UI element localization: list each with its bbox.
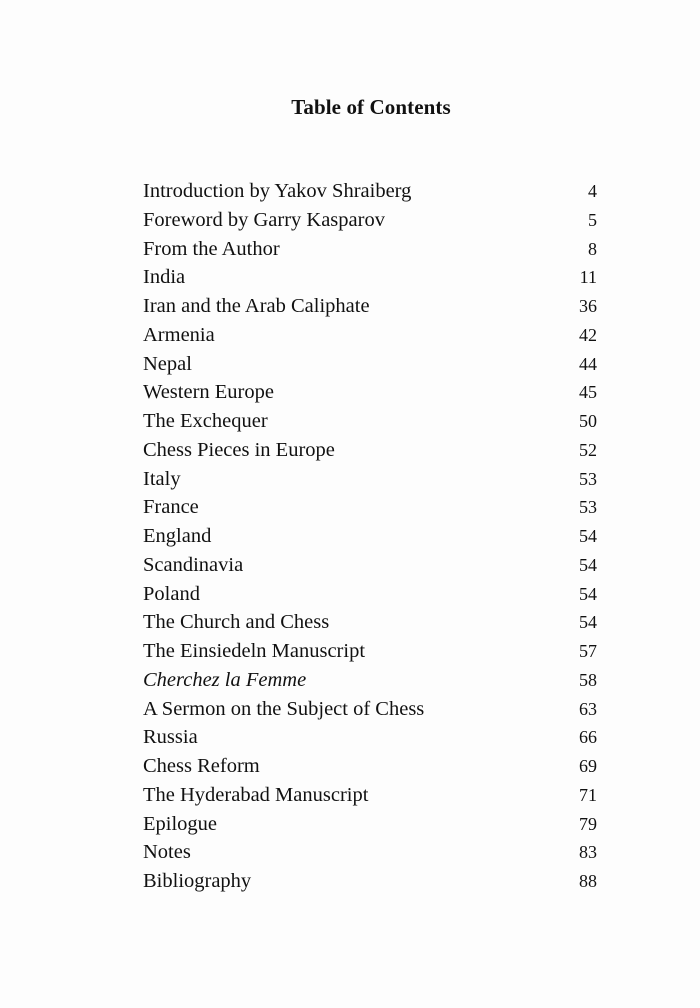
toc-entry-page-number: 79 <box>579 813 597 834</box>
toc-entry-label: Chess Reform <box>143 755 260 777</box>
toc-entry-label: Italy <box>143 467 181 490</box>
toc-entry-label: Poland <box>143 582 200 605</box>
toc-entry <box>143 263 597 292</box>
toc-entry-label: Scandinavia <box>143 553 244 576</box>
toc-entry-label: From the Author <box>143 237 280 260</box>
toc-entry <box>143 407 597 436</box>
toc-entry <box>143 608 597 637</box>
toc-entry-page-number: 63 <box>579 698 597 719</box>
toc-entry <box>143 292 597 321</box>
toc-entry-label: The Exchequer <box>143 410 268 432</box>
toc-entry-label: A Sermon on the Subject of Chess <box>143 697 425 720</box>
toc-entry <box>143 378 597 407</box>
toc-entry-page-number: 54 <box>579 526 597 546</box>
toc-entry <box>143 781 597 810</box>
toc-entry-page-number: 42 <box>579 324 597 345</box>
toc-entry-page-number: 11 <box>579 267 597 288</box>
toc-entry <box>143 838 597 867</box>
toc-entry <box>143 580 597 609</box>
toc-entry <box>143 867 597 896</box>
toc-entry-page-number: 66 <box>579 727 597 748</box>
toc-entry-page-number: 58 <box>579 669 597 690</box>
toc-entry-label: The Hyderabad Manuscript <box>143 783 369 806</box>
toc-entry-page-number: 53 <box>579 497 597 518</box>
toc-entry <box>143 465 597 494</box>
toc-entry-label: Bibliography <box>143 870 252 892</box>
toc-entry-label: Notes <box>143 841 191 864</box>
toc-entry-label: Cherchez la Femme <box>143 668 307 691</box>
toc-entry-label: Foreword by Garry Kasparov <box>143 208 385 231</box>
toc-entry-page-number: 45 <box>579 382 597 403</box>
toc-entry-page-number: 44 <box>579 353 597 374</box>
page-title: Table of Contents <box>291 95 451 119</box>
toc-entry-label: France <box>143 496 199 519</box>
toc-entry <box>143 206 597 235</box>
toc-entry <box>143 666 597 695</box>
toc-entry <box>143 695 597 724</box>
toc-entry-label: The Einsiedeln Manuscript <box>143 640 366 662</box>
toc-entry <box>143 810 597 839</box>
toc-entry-label: Nepal <box>143 352 192 375</box>
toc-entry-page-number: 54 <box>579 612 597 633</box>
toc-entry <box>143 493 597 522</box>
toc-entry-label: Western Europe <box>143 381 274 404</box>
toc-entry-page-number: 50 <box>579 411 597 431</box>
toc-entry-page-number: 36 <box>579 296 597 316</box>
toc-entry <box>143 551 597 580</box>
toc-entry-label: Russia <box>143 726 198 749</box>
toc-entry-label: Introduction by Yakov Shraiberg <box>143 180 412 202</box>
toc-entry-page-number: 71 <box>579 784 597 805</box>
toc-entry-page-number: 69 <box>579 756 597 776</box>
toc-entry-label: Chess Pieces in Europe <box>143 438 335 461</box>
toc-entry-page-number: 88 <box>579 871 597 891</box>
toc-entry-label: India <box>143 266 186 289</box>
toc-entry-page-number: 54 <box>579 554 597 575</box>
toc-entry-page-number: 54 <box>579 583 597 604</box>
toc-entry-page-number: 53 <box>579 468 597 489</box>
toc-entry-label: Iran and the Arab Caliphate <box>143 295 370 317</box>
toc-entry-page-number: 83 <box>579 842 597 863</box>
toc-entry <box>143 350 597 379</box>
toc-entry-page-number: 57 <box>579 641 597 661</box>
toc-entry <box>143 752 597 781</box>
toc-entry-page-number: 52 <box>579 439 597 460</box>
toc-entry <box>143 177 597 206</box>
toc-entry-page-number: 5 <box>588 209 597 230</box>
toc-entry <box>143 321 597 350</box>
toc-entry-label: Armenia <box>143 323 215 346</box>
toc-entry <box>143 637 597 666</box>
toc-entry-label: England <box>143 525 212 547</box>
toc-entry <box>143 235 597 264</box>
toc-entry-page-number: 8 <box>588 238 597 259</box>
toc-entry <box>143 522 597 551</box>
toc-entry-label: Epilogue <box>143 812 218 835</box>
toc-entry <box>143 723 597 752</box>
toc-list <box>143 177 597 896</box>
toc-entry-page-number: 4 <box>588 181 597 201</box>
toc-entry <box>143 436 597 465</box>
toc-entry-label: The Church and Chess <box>143 611 330 634</box>
